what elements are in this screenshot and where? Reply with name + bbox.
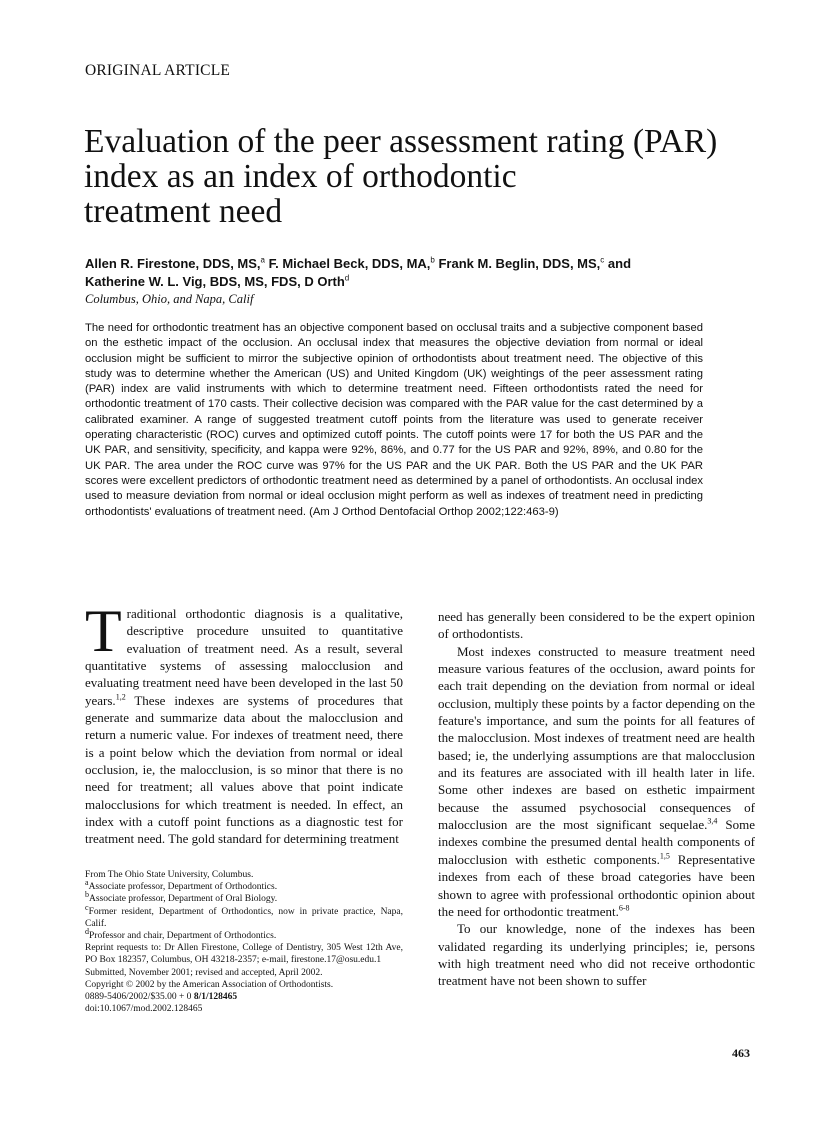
author-2-affil: b (430, 255, 435, 265)
citation: 3,4 (707, 816, 718, 826)
footnotes (85, 869, 403, 1015)
author-1-affil: a (260, 255, 265, 265)
section-label: ORIGINAL ARTICLE (85, 62, 231, 79)
title-line-1: Evaluation of the peer assessment rating (PAR) (84, 123, 718, 160)
footnote-from: From The Ohio State University, Columbus. (85, 870, 254, 880)
body-paragraph-2: Most indexes constructed to measure treatment need measure various features of the occlusion, award points for each trait depending on the deviation from normal or ideal occlusion, multiply these points by a factor depending on the feature's importance, and sum the points for all features of the malocclusion. Most indexes of treatment need are health based; ie, the underlying assumptions are that malocclusion and its features are associated with ill health later in life. Some other indexes are based on esthetic impairment because the assumed psychosocial consequences of malocclusion are the most significant sequelae.$^{3,4}$ Some indexes combine the presumed dental health components of malocclusion with esthetic components.$^{1,5}$ Representative indexes from each of these broad categories have been shown to agree with professional orthodontic opinion about the need for orthodontic treatment.$^{6-8}$ (438, 643, 755, 919)
author-location: Columbus, Ohio, and Napa, Calif (85, 292, 254, 306)
drop-cap: T (85, 598, 122, 664)
footnote-submitted: Submitted, November 2001; revised and accepted, April 2002. (85, 967, 323, 978)
body-paragraph-3: To our knowledge, none of the indexes has been validated regarding its underlying principles; ie, persons with high treatment need who did not receive orthodontic treatment have not been shown to suffer (438, 921, 755, 989)
footnote-b: $^b$Associate professor, Department of Oral Biology. (85, 890, 278, 905)
author-3-affil: c (600, 255, 605, 265)
footnote-d: $^d$Professor and chair, Department of Orthodontics. (85, 926, 277, 942)
body-paragraph-1-continued: need has generally been considered to be the expert opinion of orthodontists. (438, 609, 755, 642)
author-4-affil: d (344, 273, 350, 283)
footnote-c: $^c$Former resident, Department of Orthodontics, now in private practice, Napa, Calif. (85, 902, 403, 929)
footnote-copyright: Copyright © 2002 by the American Association of Orthodontists. (85, 979, 334, 990)
body-column-2 (438, 608, 755, 990)
article-title (84, 124, 784, 229)
citation: 6-8 (618, 903, 630, 913)
author-list (85, 255, 765, 291)
author-2: F. Michael Beck, DDS, MA, (264, 256, 431, 271)
footnote-reprint: Reprint requests to: Dr Allen Firestone, College of Dentistry, 305 West 12th Ave, PO Box 182357, Columbus, OH 43218-2357; e-mail, firestone.17@osu.edu.1 (85, 943, 403, 966)
body-paragraph-1: Traditional orthodontic diagnosis is a qualitative, descriptive procedure unsuited to quantitative evaluation of treatment need. As a result, several quantitative systems of assessing malocclusion and evaluating treatment need have been developed in the last 50 years.$^{1,2}$ These indexes are systems of procedures that generate and summarize data about the malocclusion and return a numeric value. For indexes of treatment need, there is a point below which the deviation from normal or ideal occlusion, ie, the malocclusion, is so minor that there is no need for treatment; all values above that point indicate malocclusions for which treatment is needed. In effect, an index with a cutoff point functions as a diagnostic test for treatment need. The gold standard for determining treatment (85, 598, 403, 847)
author-and: and (604, 256, 632, 271)
author-3: Frank M. Beglin, DDS, MS, (434, 256, 601, 271)
title-line-2: index as an index of orthodontic (84, 158, 517, 195)
footnote-doi: doi:10.1067/mod.2002.128465 (85, 1004, 203, 1015)
author-4: Katherine W. L. Vig, BDS, MS, FDS, D Orth (85, 274, 345, 289)
footnote-a: $^a$Associate professor, Department of Orthodontics. (85, 878, 278, 893)
citation: 1,5 (659, 851, 670, 861)
page-number: 463 (732, 1046, 750, 1060)
author-1: Allen R. Firestone, DDS, MS, (85, 256, 261, 271)
abstract: The need for orthodontic treatment has an objective component based on occlusal traits and a subjective component based on the esthetic impact of the occlusion. An occlusal index that measures the objective deviation from normal or ideal occlusion might be sufficient to mirror the subjective opinion of orthodontists about treatment need. The objective of this study was to determine whether the American (US) and United Kingdom (UK) weightings of the peer assessment rating (PAR) index are valid instruments with which to determine treatment need. Fifteen orthodontists rated the need for orthodontic treatment of 170 casts. Their collective decision was compared with the PAR value for the cast determined by a calibrated examiner. A range of suggested treatment cutoff points from the literature was used to generate receiver operating characteristic (ROC) curves and optimized cutoff points. The cutoff points were 17 for both the US PAR and the UK PAR, and sensitivity, specificity, and kappa were 92%, 86%, and 0.77 for the US PAR and 92%, 89%, and 0.80 for the UK PAR. The area under the ROC curve was 97% for the US PAR and the UK PAR. Both the US PAR and the UK PAR scores were excellent predictors of orthodontic treatment need as determined by a panel of orthodontists. An occlusal index used to measure deviation from normal or ideal occlusion might perform as well as indexes of treatment need in predicting orthodontists' evaluations of treatment need. (Am J Orthod Dentofacial Orthop 2002;122:463-9) (85, 322, 703, 518)
citation: 1,2 (115, 692, 126, 702)
body-column-1 (85, 598, 403, 848)
footnote-issn: 0889-5406/2002/$35.00 + 0 8/1/128465 (85, 992, 238, 1003)
title-line-3: treatment need (84, 193, 283, 230)
